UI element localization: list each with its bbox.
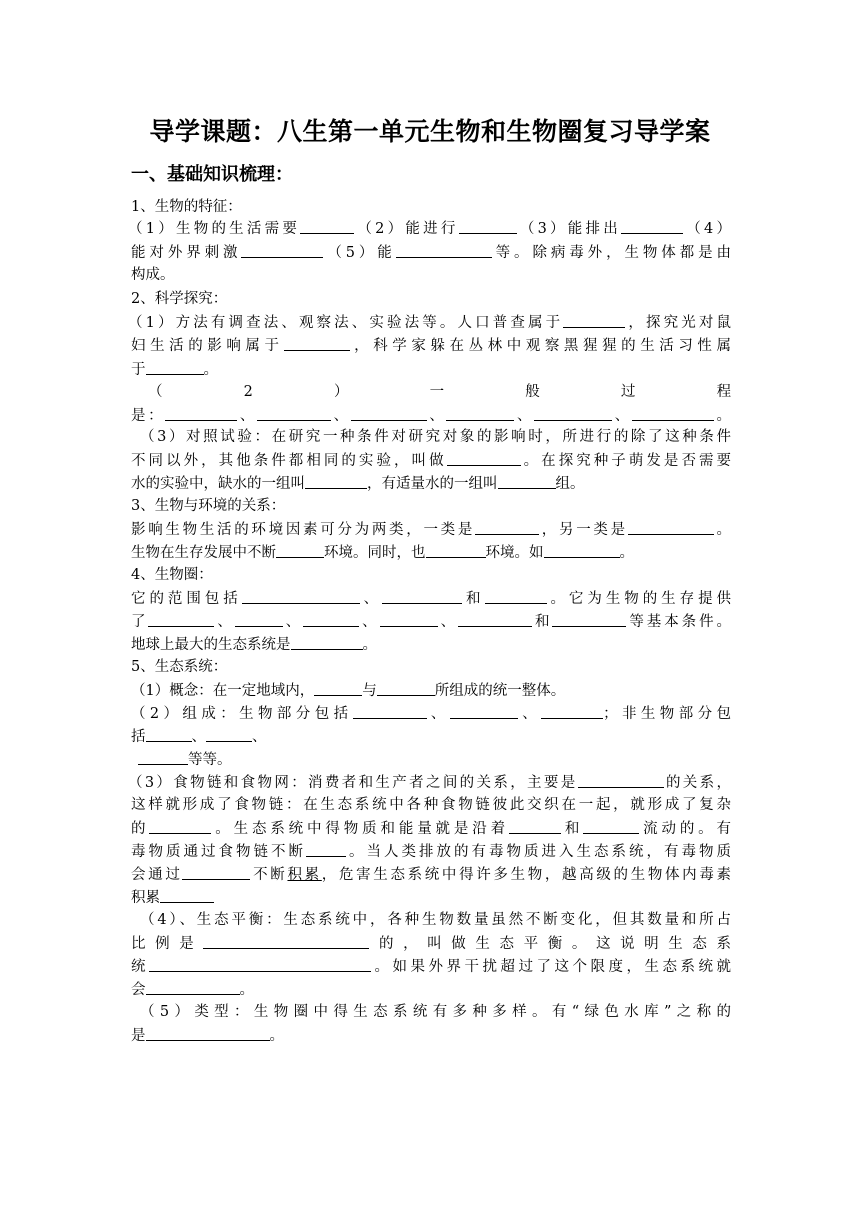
- blank-line: [632, 406, 714, 421]
- text-line: 统 。如果外界干扰超过了这个限度，生态系统就: [131, 959, 731, 975]
- blank-line: [305, 474, 367, 489]
- blank-line: [396, 243, 492, 258]
- text-line: 等等。: [138, 750, 738, 770]
- blank-line: [241, 243, 323, 258]
- blank-line: [182, 865, 250, 880]
- text-line: 于 。: [131, 362, 218, 378]
- blank-line: [458, 612, 532, 627]
- blank-line: [146, 1026, 270, 1041]
- blank-line: [160, 888, 214, 903]
- text-line: 不同以外，其他条件都相同的实验，叫做 。在探究种子萌发是否需要: [131, 453, 732, 469]
- text-line: （3）对照试验：在研究一种条件对研究对象的影响时，所进行的除了这种条件: [140, 429, 731, 445]
- blank-line: [621, 219, 683, 234]
- blank-line: [242, 589, 360, 604]
- text-line: 能对外界刺激 （5）能 等。除病毒外，生物体都是由: [131, 245, 732, 261]
- text-line: 了 、 、 、 、 和 等基本条件。: [131, 614, 732, 630]
- blank-line: [509, 819, 561, 834]
- blank-line: [578, 773, 664, 788]
- blank-line: [149, 819, 211, 834]
- text-line: 的 。生态系统中得物质和能量就是沿着 和 流动的。有: [131, 821, 732, 837]
- blank-line: [382, 589, 462, 604]
- text-line: 2、科学探究：: [131, 291, 228, 307]
- blank-line: [446, 406, 514, 421]
- text-line: （4）、生态平衡：生态系统中，各种生物数量虽然不断变化，但其数量和所占: [140, 912, 731, 928]
- text-line: 会 。: [131, 982, 254, 998]
- text-line: （1）方法有调查法、观察法、实验法等。人口普查属于 ，探究光对鼠: [128, 315, 731, 331]
- blank-line: [306, 842, 346, 857]
- blank-line: [300, 219, 354, 234]
- text-line: 括 、 、: [131, 729, 267, 745]
- text-line: 比例是 的，叫做生态平衡。这说明生态系: [131, 936, 732, 952]
- text-line: （2）一般过程: [148, 384, 732, 400]
- text-line: 3、生物与环境的关系：: [131, 498, 286, 514]
- text-line: （5）类型：生物圈中得生态系统有多种多样。有“绿色水库”之称的: [140, 1004, 731, 1020]
- blank-line: [146, 727, 192, 742]
- blank-line: [498, 474, 556, 489]
- text-line: 会通过 不断积累，危害生态系统中得许多生物，越高级的生物体内毒素: [131, 867, 732, 883]
- blank-line: [426, 543, 486, 558]
- blank-line: [257, 406, 331, 421]
- blank-line: [380, 612, 438, 627]
- text-line: 是： 、 、 、 、 、 。: [131, 408, 732, 424]
- blank-line: [353, 704, 427, 719]
- text-line: （3）食物链和食物网：消费者和生产者之间的关系，主要是 的关系，: [128, 775, 731, 791]
- text-line: 积累: [131, 888, 731, 908]
- text-line: 1、生物的特征：: [131, 199, 242, 215]
- text-line: 妇生活的影响属于 ，科学家躲在丛林中观察黑猩猩的生活习性属: [131, 338, 732, 354]
- text-line: 5、生态系统：: [131, 659, 228, 675]
- blank-line: [165, 406, 237, 421]
- text-line: 构成。: [131, 267, 175, 283]
- blank-line: [303, 612, 359, 627]
- blank-line: [284, 336, 350, 351]
- blank-line: [544, 543, 620, 558]
- page-title: 导学课题：八生第一单元生物和生物圈复习导学案: [149, 117, 711, 146]
- blank-line: [146, 360, 204, 375]
- text-line: （1）概念：在一定地域内， 与 所组成的统一整体。: [131, 683, 566, 699]
- blank-line: [148, 612, 214, 627]
- text-line: （2）组成：生物部分包括 、 、 ；非生物部分包: [131, 706, 731, 722]
- blank-line: [541, 704, 603, 719]
- blank-line: [235, 612, 283, 627]
- blank-line: [291, 635, 363, 650]
- blank-line: [628, 520, 714, 535]
- text-line: 毒物质通过食物链不断 。当人类排放的有毒物质进入生态系统，有毒物质: [131, 844, 731, 860]
- text-line: 水的实验中，缺水的一组叫 ，有适量水的一组叫 组。: [131, 476, 585, 492]
- text-line: 地球上最大的生态系统是 。: [131, 637, 377, 653]
- blank-line: [377, 681, 435, 696]
- blank-line: [475, 520, 539, 535]
- text-line: 影响生物生活的环境因素可分为两类，一类是 ，另一类是 。: [131, 522, 732, 538]
- text-line: （1）生物的生活需要 （2）能进行 （3）能排出 （4）: [128, 221, 731, 237]
- text-line: 4、生物圈：: [131, 567, 213, 583]
- blank-line: [314, 681, 362, 696]
- text-line: 生物在生存发展中不断 环境。同时，也 环境。如 。: [131, 545, 634, 561]
- blank-line: [450, 704, 518, 719]
- section-heading: 一、基础知识梳理：: [131, 164, 293, 185]
- blank-line: [459, 219, 517, 234]
- blank-line: [149, 957, 371, 972]
- blank-line: [534, 406, 612, 421]
- blank-line: [485, 589, 547, 604]
- blank-line: [203, 934, 369, 949]
- blank-line: [447, 451, 521, 466]
- text-line: 它的范围包括 、 和 。它为生物的生存提供: [131, 591, 732, 607]
- blank-line: [276, 543, 324, 558]
- blank-line: [552, 612, 626, 627]
- blank-line: [206, 727, 252, 742]
- text-line: 是 。: [131, 1028, 284, 1044]
- blank-line: [563, 313, 625, 328]
- blank-line: [146, 980, 240, 995]
- blank-line: [351, 406, 427, 421]
- text-line: 这样就形成了食物链：在生态系统中各种食物链彼此交织在一起，就形成了复杂: [131, 797, 731, 813]
- blank-line: [583, 819, 639, 834]
- blank-line: [138, 750, 188, 765]
